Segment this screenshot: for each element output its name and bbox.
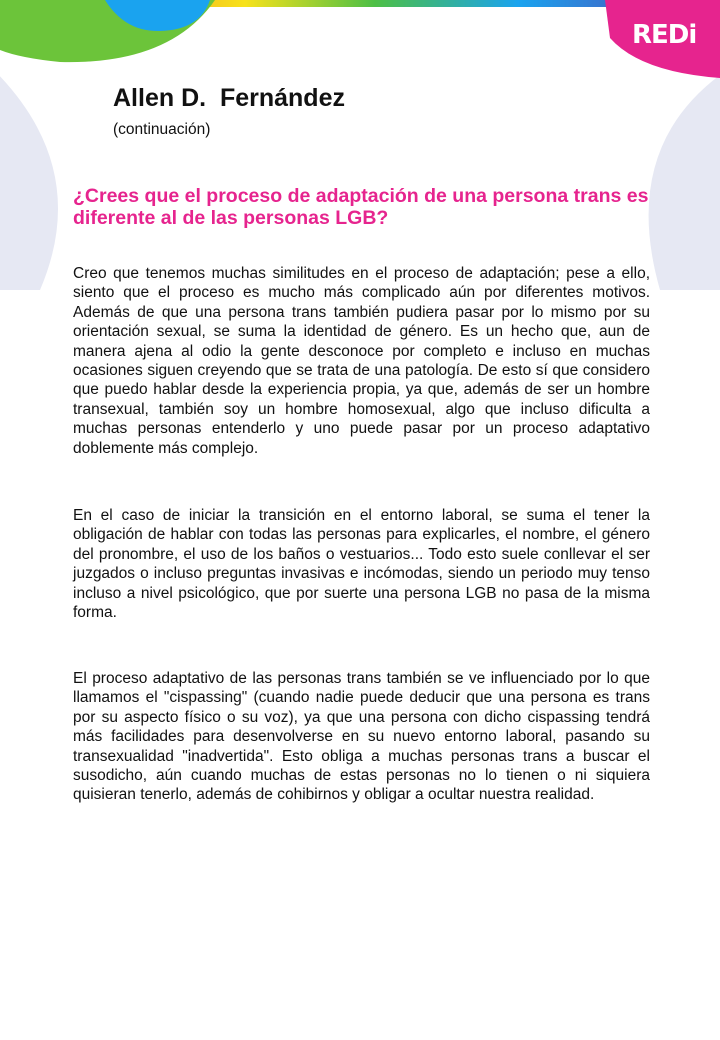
pale-arc-left (0, 40, 58, 290)
paragraph-2: En el caso de iniciar la transición en el entorno laboral, se suma el tener la obligación de hablar con todas las personas para explicarles, el nombre, el género del pronombre, el uso de los baños o vestuarios... Todo esto suele conllevar el ser juzgados o incluso preguntas invasivas e incómodas, siendo un periodo muy tenso incluso a nivel psicológico, que por suerte una persona LGB no pasa de la misma forma. (73, 507, 650, 622)
paragraph-3: El proceso adaptativo de las personas trans también se ve influenciado por lo que llamamos el "cispassing" (cuando nadie puede deducir que una persona es trans por su aspecto físico o su voz), ya que una persona con dicho cispassing tendrá más facilidades para desenvolverse en su nuevo entorno laboral, pasando su transexualidad "inadvertida". Esto obliga a muchas personas trans a buscar el susodicho, aún cuando muchas de estas personas no lo tienen o ni siquiera quisieran tenerlo, además de cohibirnos y obligar a ocultar nuestra realidad. (73, 670, 650, 804)
question-heading: ¿Crees que el proceso de adaptación de una persona trans es diferente al de las personas LGB? (73, 185, 649, 229)
paragraph-1: Creo que tenemos muchas similitudes en el proceso de adaptación; pese a ello, siento que el proceso es mucho más complicado aún por diferentes motivos. Además de que una persona trans también pudiera pasar por lo mismo por su orientación sexual, se suma la identidad de género. Es un hecho que, aun de manera ajena al odio la gente desconoce por completo e incluso en muchas ocasiones siguen creyendo que se trata de una patología. De esto sí que considero que puedo hablar desde la experiencia propia, ya que, además de ser un hombre transexual, también soy un hombre homosexual, algo que incluso dificulta a muchas personas entenderlo y uno puede pasar por un proceso adaptativo doblemente más complejo. (73, 265, 650, 457)
pale-arc-right (649, 75, 720, 290)
page-title: Allen D. Fernández (113, 84, 345, 112)
redi-logo: REDi (632, 20, 697, 50)
subtitle: (continuación) (113, 121, 211, 138)
